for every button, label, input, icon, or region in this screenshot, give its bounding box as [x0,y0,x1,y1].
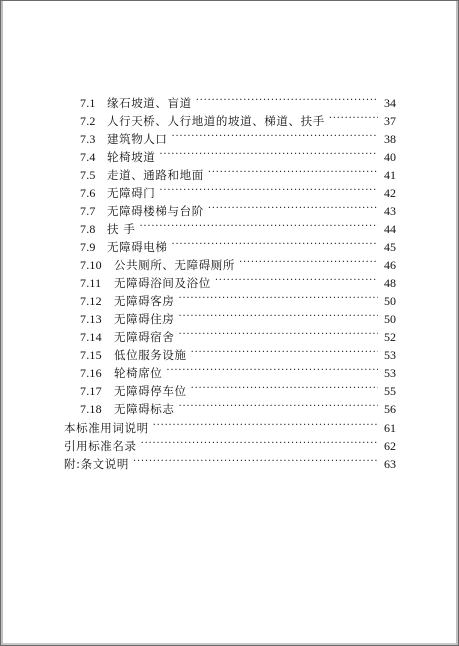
toc-entry-page: 50 [384,293,396,308]
toc-entry-page: 43 [384,203,396,218]
toc-entry-title: 无障碍标志 [114,402,175,416]
toc-entry-title: 建筑物人口 [107,132,168,146]
toc-entry-page: 37 [384,113,396,128]
toc-entry-number: 7.11 [80,275,102,290]
toc-entry-title: 本标准用词说明 [64,421,149,435]
toc-entry[interactable] [80,328,396,346]
toc-entry-title: 无障碍门 [107,186,156,200]
toc-leader-dots [172,238,379,256]
toc-entry-number: 7.1 [80,95,96,110]
toc-entry-title: 缘石坡道、盲道 [107,96,192,110]
toc-entry-title: 轮椅席位 [114,366,163,380]
toc-entry[interactable] [80,346,396,364]
toc-entry-page: 56 [384,401,396,416]
toc-entry-title: 无障碍客房 [114,294,175,308]
toc-entry-page: 53 [384,365,396,380]
toc-entry-number: 7.7 [80,203,96,218]
toc-entry[interactable] [64,419,396,437]
toc-entry-title: 人行天桥、人行地道的坡道、梯道、扶手 [107,114,325,128]
toc-leader-dots [159,184,378,202]
toc-entry-page: 45 [384,239,396,254]
toc-entry-page: 52 [384,329,396,344]
toc-entry-title: 附:条文说明 [64,457,129,471]
toc-entry[interactable] [64,455,396,473]
toc-entry-page: 41 [384,167,396,182]
toc-leader-dots [141,437,378,455]
toc-leader-dots [191,346,378,364]
toc-leader-dots [139,220,378,238]
toc-entry-number: 7.18 [80,401,102,416]
toc-entry-number: 7.6 [80,185,96,200]
toc-entry-title: 引用标准名录 [64,439,137,453]
toc-entry[interactable] [80,292,396,310]
toc-leader-dots [179,310,379,328]
toc-entry[interactable] [80,382,396,400]
toc-entry[interactable] [80,400,396,418]
toc-leader-dots [179,400,379,418]
toc-entry-number: 7.16 [80,365,102,380]
toc-leader-dots [196,94,378,112]
toc-entry-page: 63 [384,456,396,471]
toc-entry-title: 无障碍电梯 [107,240,168,254]
toc-entry[interactable] [80,274,396,292]
toc-entry-number: 7.15 [80,347,102,362]
toc-entry-title: 低位服务设施 [114,348,187,362]
toc-entry-page: 55 [384,383,396,398]
toc-leader-dots [191,382,378,400]
toc-entry[interactable] [80,238,396,256]
toc-entry[interactable] [80,184,396,202]
toc-entry-page: 44 [384,221,396,236]
toc-entry-number: 7.10 [80,257,102,272]
toc-entry[interactable] [80,130,396,148]
toc-leader-dots [172,130,379,148]
toc-entry-number: 7.12 [80,293,102,308]
toc-entry[interactable] [80,148,396,166]
toc-entry-number: 7.9 [80,239,96,254]
toc-entry[interactable] [80,94,396,112]
toc-entry-page: 53 [384,347,396,362]
toc-entry-title: 无障碍宿舍 [114,330,175,344]
toc-entry-page: 50 [384,311,396,326]
toc-leader-dots [208,166,378,184]
toc-entry[interactable] [80,364,396,382]
toc-entry-title: 公共厕所、无障碍厕所 [114,258,235,272]
toc-entry-page: 40 [384,149,396,164]
toc-entry[interactable] [80,202,396,220]
toc-entry-number: 7.4 [80,149,96,164]
toc-entry-page: 48 [384,275,396,290]
toc-entry-number: 7.17 [80,383,102,398]
toc-entry-page: 34 [384,95,396,110]
toc-entry-number: 7.8 [80,221,96,236]
toc-leader-dots [208,202,378,220]
toc-entry-page: 46 [384,257,396,272]
toc-entry-number: 7.2 [80,113,96,128]
toc-entry[interactable] [80,256,396,274]
toc-entry-title: 走道、通路和地面 [107,168,204,182]
toc-entry-title: 无障碍楼梯与台阶 [107,204,204,218]
toc-leader-dots [153,419,378,437]
toc-leader-dots [215,274,378,292]
toc-entry-number: 7.13 [80,311,102,326]
toc-entry-number: 7.5 [80,167,96,182]
toc-entry-title: 无障碍住房 [114,312,175,326]
toc-entry-title: 无障碍浴间及浴位 [114,276,211,290]
toc-entry-title: 轮椅坡道 [107,150,156,164]
toc-entry-number: 7.3 [80,131,96,146]
toc-leader-dots [166,364,378,382]
toc-entry-title: 无障碍停车位 [114,384,187,398]
toc-leader-dots [179,292,379,310]
toc-entry[interactable] [80,112,396,130]
toc-entry-page: 62 [384,438,396,453]
toc-leader-dots [133,455,378,473]
toc-entry[interactable] [80,166,396,184]
toc-entry-page: 42 [384,185,396,200]
toc-leader-dots [239,256,378,274]
toc-entry[interactable] [80,310,396,328]
toc-entry[interactable] [64,437,396,455]
toc-leader-dots [329,112,378,130]
toc-entry-page: 38 [384,131,396,146]
toc-entry-page: 61 [384,420,396,435]
toc-leader-dots [179,328,379,346]
toc-leader-dots [159,148,378,166]
toc-entry-number: 7.14 [80,329,102,344]
toc-entry[interactable] [80,220,396,238]
toc-entry-title: 扶 手 [107,222,136,236]
